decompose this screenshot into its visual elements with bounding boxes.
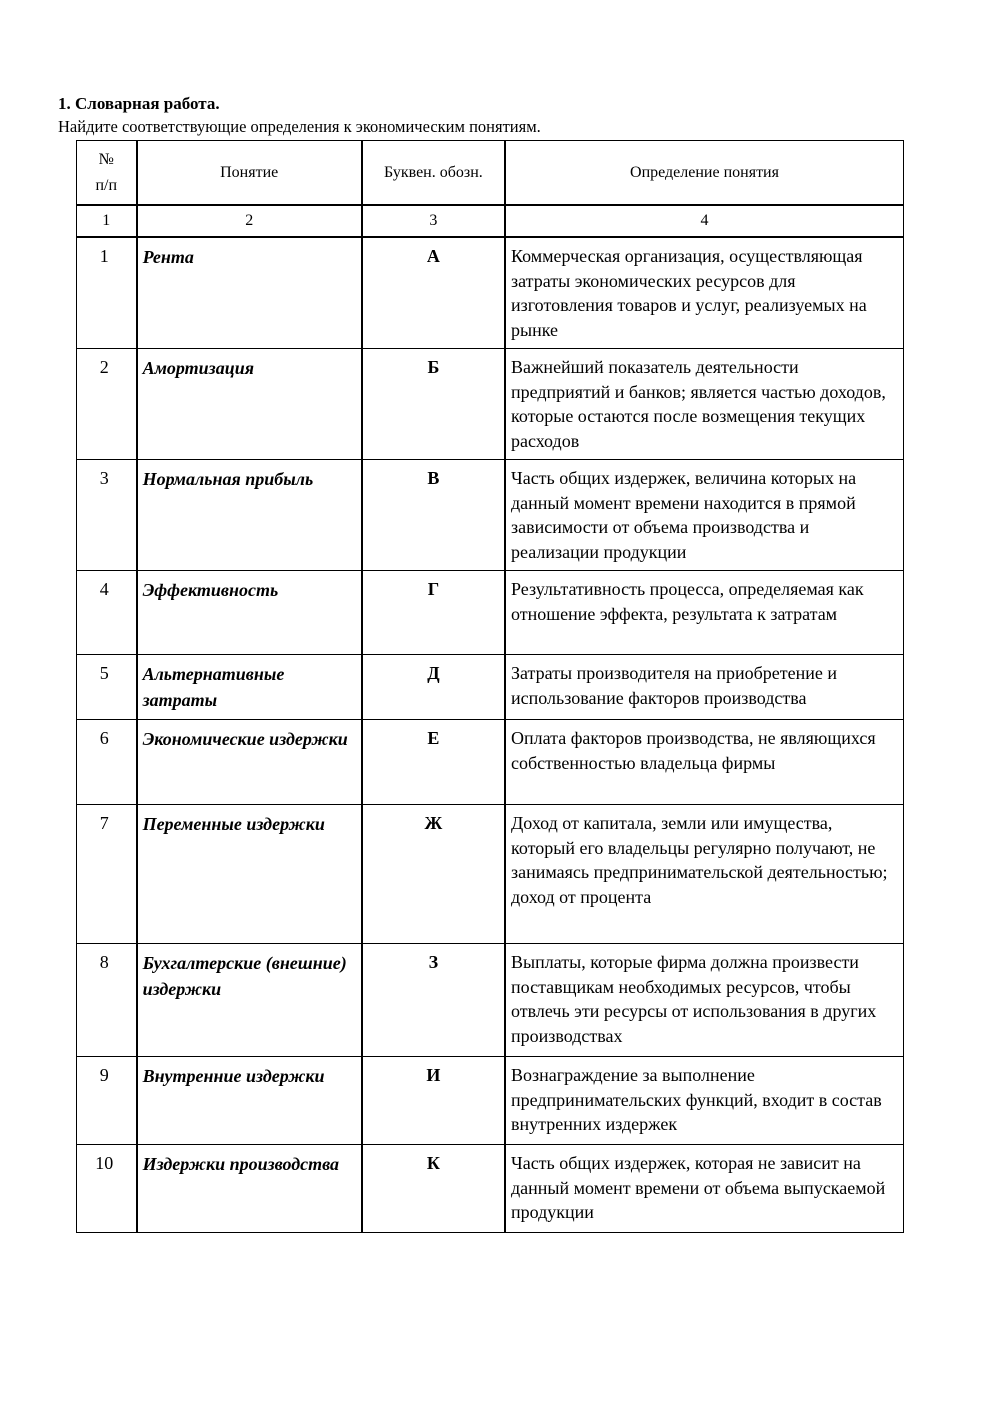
letter-cell: Г <box>362 571 505 655</box>
row-number: 2 <box>77 349 137 460</box>
column-number-row <box>77 205 904 237</box>
table-row <box>77 1145 904 1233</box>
table-header-row <box>77 141 904 206</box>
table-row <box>77 1057 904 1145</box>
term-cell: Амортизация <box>137 349 362 460</box>
row-number: 7 <box>77 805 137 944</box>
definition-cell: Результативность процесса, определяемая как отношение эффекта, результата к затратам <box>505 571 904 655</box>
section-instruction: Найдите соответствующие определения к экономическим понятиям. <box>58 117 541 136</box>
column-number: 1 <box>77 205 137 237</box>
letter-cell: В <box>362 460 505 571</box>
term-cell: Эффективность <box>137 571 362 655</box>
term-cell: Нормальная прибыль <box>137 460 362 571</box>
term-cell: Бухгалтерские (внешние) издержки <box>137 944 362 1057</box>
letter-cell: З <box>362 944 505 1057</box>
definition-cell: Коммерческая организация, осуществляющая затраты экономических ресурсов для изготовления товаров и услуг, реализуемых на рынке <box>505 237 904 349</box>
letter-cell: И <box>362 1057 505 1145</box>
letter-cell: Ж <box>362 805 505 944</box>
letter-cell: А <box>362 237 505 349</box>
vocabulary-table <box>76 140 904 1233</box>
header-number-line1: № <box>98 150 114 168</box>
section-title: 1. Словарная работа. <box>58 94 220 113</box>
header-number <box>77 141 137 206</box>
table-row <box>77 571 904 655</box>
row-number: 8 <box>77 944 137 1057</box>
row-number: 1 <box>77 237 137 349</box>
definition-cell: Доход от капитала, земли или имущества, который его владельцы регулярно получают, не занимаясь предпринимательской деятельностью; доход от процента <box>505 805 904 944</box>
letter-cell: К <box>362 1145 505 1233</box>
header-term: Понятие <box>137 141 362 206</box>
definition-cell: Вознаграждение за выполнение предпринимательских функций, входит в состав внутренних издержек <box>505 1057 904 1145</box>
term-cell: Переменные издержки <box>137 805 362 944</box>
letter-cell: Б <box>362 349 505 460</box>
row-number: 9 <box>77 1057 137 1145</box>
row-number: 10 <box>77 1145 137 1233</box>
table-row <box>77 944 904 1057</box>
term-cell: Рента <box>137 237 362 349</box>
term-cell: Издержки производства <box>137 1145 362 1233</box>
row-number: 6 <box>77 720 137 805</box>
table-row <box>77 460 904 571</box>
column-number: 4 <box>505 205 904 237</box>
definition-cell: Часть общих издержек, которая не зависит на данный момент времени от объема выпускаемой продукции <box>505 1145 904 1233</box>
term-cell: Экономические издержки <box>137 720 362 805</box>
definition-cell: Оплата факторов производства, не являющихся собственностью владельца фирмы <box>505 720 904 805</box>
term-cell: Альтернативные затраты <box>137 655 362 720</box>
table-row <box>77 655 904 720</box>
definition-cell: Выплаты, которые фирма должна произвести поставщикам необходимых ресурсов, чтобы отвлечь эти ресурсы от использования в других производствах <box>505 944 904 1057</box>
row-number: 5 <box>77 655 137 720</box>
table-row <box>77 720 904 805</box>
table-row <box>77 349 904 460</box>
definition-cell: Часть общих издержек, величина которых на данный момент времени находится в прямой зависимости от объема производства и реализации продукции <box>505 460 904 571</box>
table-row <box>77 805 904 944</box>
definition-cell: Важнейший показатель деятельности предприятий и банков; является частью доходов, которые остаются после возмещения текущих расходов <box>505 349 904 460</box>
letter-cell: Д <box>362 655 505 720</box>
header-letter: Буквен. обозн. <box>362 141 505 206</box>
letter-cell: Е <box>362 720 505 805</box>
table-row <box>77 237 904 349</box>
header-number-line2: п/п <box>95 176 118 194</box>
header-definition: Определение понятия <box>505 141 904 206</box>
definition-cell: Затраты производителя на приобретение и использование факторов производства <box>505 655 904 720</box>
column-number: 3 <box>362 205 505 237</box>
row-number: 4 <box>77 571 137 655</box>
term-cell: Внутренние издержки <box>137 1057 362 1145</box>
row-number: 3 <box>77 460 137 571</box>
column-number: 2 <box>137 205 362 237</box>
